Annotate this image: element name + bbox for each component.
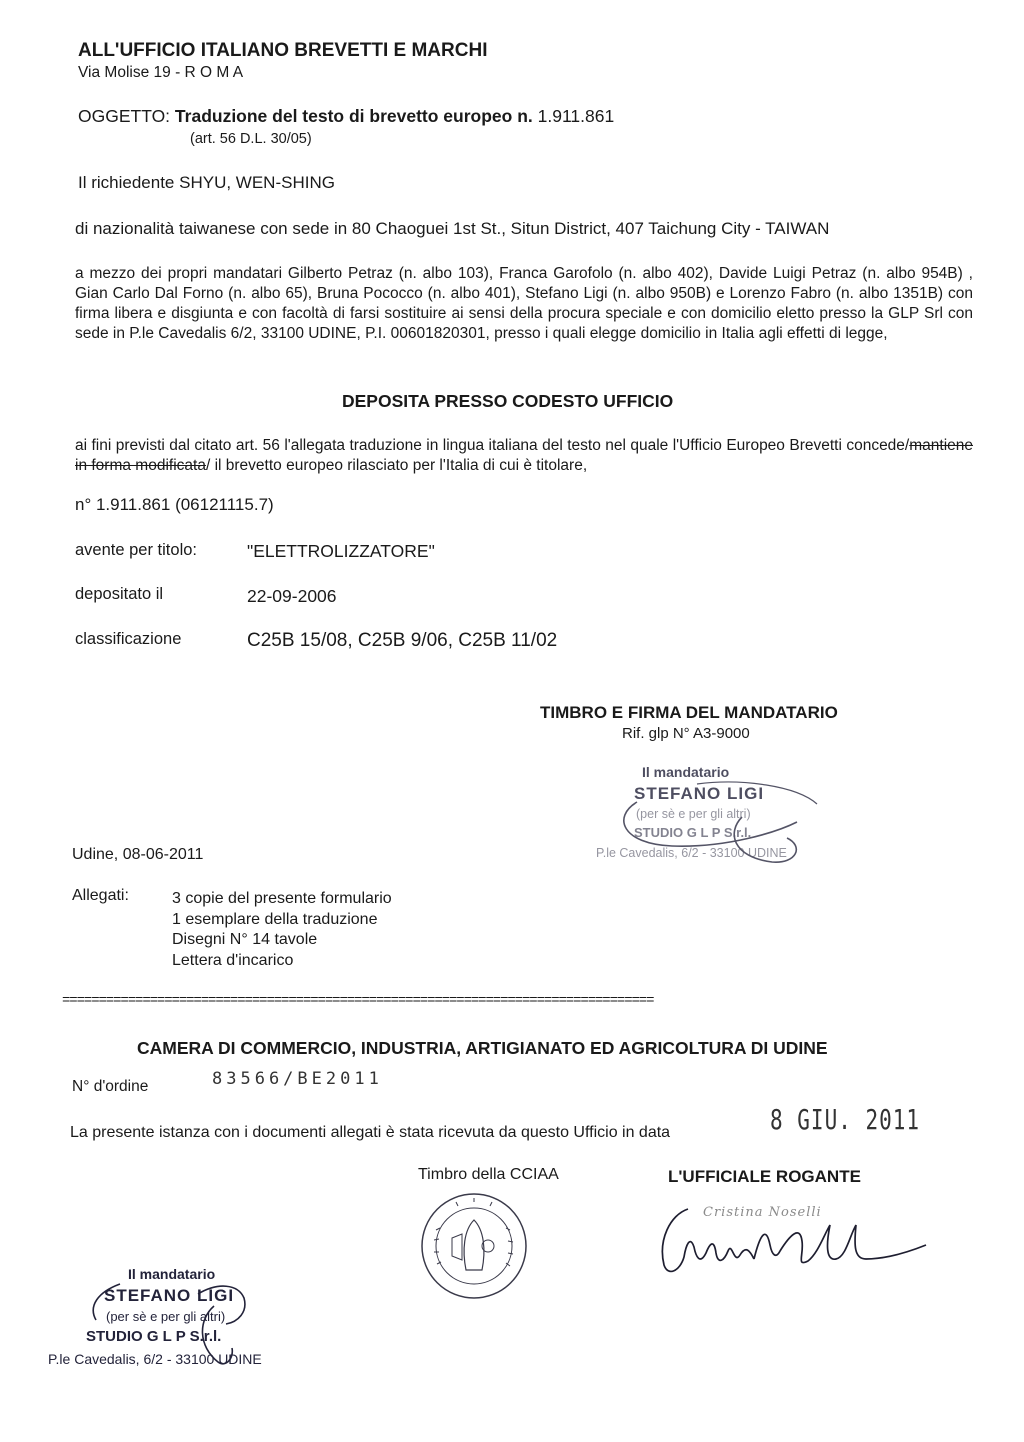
attachment-item: 1 esemplare della traduzione [172,910,378,928]
subject-text: Traduzione del testo di brevetto europeo n. [174,106,533,126]
title-label: avente per titolo: [75,541,197,559]
purpose-struck-text: mantiene in forma modificata [75,437,973,474]
stamp-faded-line1: Il mandatario [642,764,730,780]
attachment-item: 3 copie del presente formulario [172,890,392,907]
stamp-line4: STUDIO G L P S.r.l. [86,1328,222,1345]
agent-stamp-signature-scribble [48,1262,328,1382]
subject-label: OGGETTO: [78,106,171,126]
agent-stamp-faded [592,762,852,872]
stamp-line3: (per sè e per gli altri) [106,1309,226,1324]
address: Via Molise 19 - R O M A [78,64,244,81]
attachments-list [172,889,392,971]
classification-label: classificazione [75,630,182,648]
filing-date-label: depositato il [75,585,164,603]
purpose-text-before: ai fini previsti dal citato art. 56 l'allegata traduzione in lingua italiana del testo nel quale l'Ufficio Europeo Brevetti concede/ [75,437,910,454]
officer-name-stamp: Cristina Noselli [703,1205,822,1220]
separator-line: ================================================================================= [62,993,654,1009]
attachments-label: Allegati: [72,887,129,904]
attachment-item: Lettera d'incarico [172,951,294,969]
officer-label: L'UFFICIALE ROGANTE [668,1167,861,1186]
filing-date-value: 22-09-2006 [247,586,337,606]
stamp-line5: P.le Cavedalis, 6/2 - 33100 UDINE [48,1351,262,1367]
purpose-paragraph [75,436,973,476]
cciaa-seal-icon [416,1190,536,1300]
received-date-stamp: 8 GIU. 2011 [770,1104,921,1136]
place-date: Udine, 08-06-2011 [72,846,204,863]
stamp-line2: STEFANO LIGI [104,1286,235,1305]
applicant-line: Il richiedente SHYU, WEN-SHING [78,173,335,192]
signature-reference: Rif. glp N° A3-9000 [622,725,750,742]
title-value: "ELETTROLIZZATORE" [247,541,435,561]
order-label: N° d'ordine [72,1078,149,1095]
deposit-heading: DEPOSITA PRESSO CODESTO UFFICIO [342,391,674,411]
purpose-text-after: / il brevetto europeo rilasciato per l'Italia di cui è titolare, [205,457,588,474]
received-text: La presente istanza con i documenti allegati è stata ricevuta da questo Ufficio in data [70,1124,671,1141]
agent-signature-scribble [592,762,852,872]
order-number: 83566/BE2011 [212,1069,383,1089]
attachment-item: Disegni N° 14 tavole [172,931,318,948]
subject-line [78,106,614,127]
stamp-label: Timbro della CCIAA [418,1166,559,1183]
addressee: ALL'UFFICIO ITALIANO BREVETTI E MARCHI [78,40,488,61]
stamp-faded-line2: STEFANO LIGI [634,784,765,803]
agent-stamp [48,1262,328,1382]
classification-value: C25B 15/08, C25B 9/06, C25B 11/02 [247,630,558,651]
patent-number: n° 1.911.861 (06121115.7) [75,495,274,514]
chamber-title: CAMERA DI COMMERCIO, INDUSTRIA, ARTIGIANATO ED AGRICOLTURA DI UDINE [137,1038,828,1058]
subject-reference: (art. 56 D.L. 30/05) [190,131,312,147]
stamp-faded-line3: (per sè e per gli altri) [636,807,751,821]
officer-signature-icon [650,1195,940,1285]
stamp-faded-line4: STUDIO G L P S.r.l. [634,825,752,840]
applicant-nationality: di nazionalità taiwanese con sede in 80 Chaoguei 1st St., Situn District, 407 Taichung City - TAIWAN [75,219,830,238]
mandate-paragraph: a mezzo dei propri mandatari Gilberto Petraz (n. albo 103), Franca Garofolo (n. albo 402), Davide Luigi Petraz (n. albo 954B) , Gian Carlo Dal Forno (n. albo 65), Bruna Pococco (n. albo 401), Stefano Ligi (n. albo 950B) e Lorenzo Fabro (n. albo 1351B) con firma libera e disgiunta e con facoltà di farsi sostituire ai sensi della procura speciale e con domicilio eletto presso la GLP Srl con sede in P.le Cavedalis 6/2, 33100 UDINE, P.I. 00601820301, presso i quali elegge domicilio in Italia agli effetti di legge, [75,265,973,342]
signature-heading: TIMBRO E FIRMA DEL MANDATARIO [540,703,838,722]
subject-number: 1.911.861 [537,106,615,126]
stamp-line1: Il mandatario [128,1266,216,1282]
stamp-faded-line5: P.le Cavedalis, 6/2 - 33100 UDINE [596,846,787,860]
